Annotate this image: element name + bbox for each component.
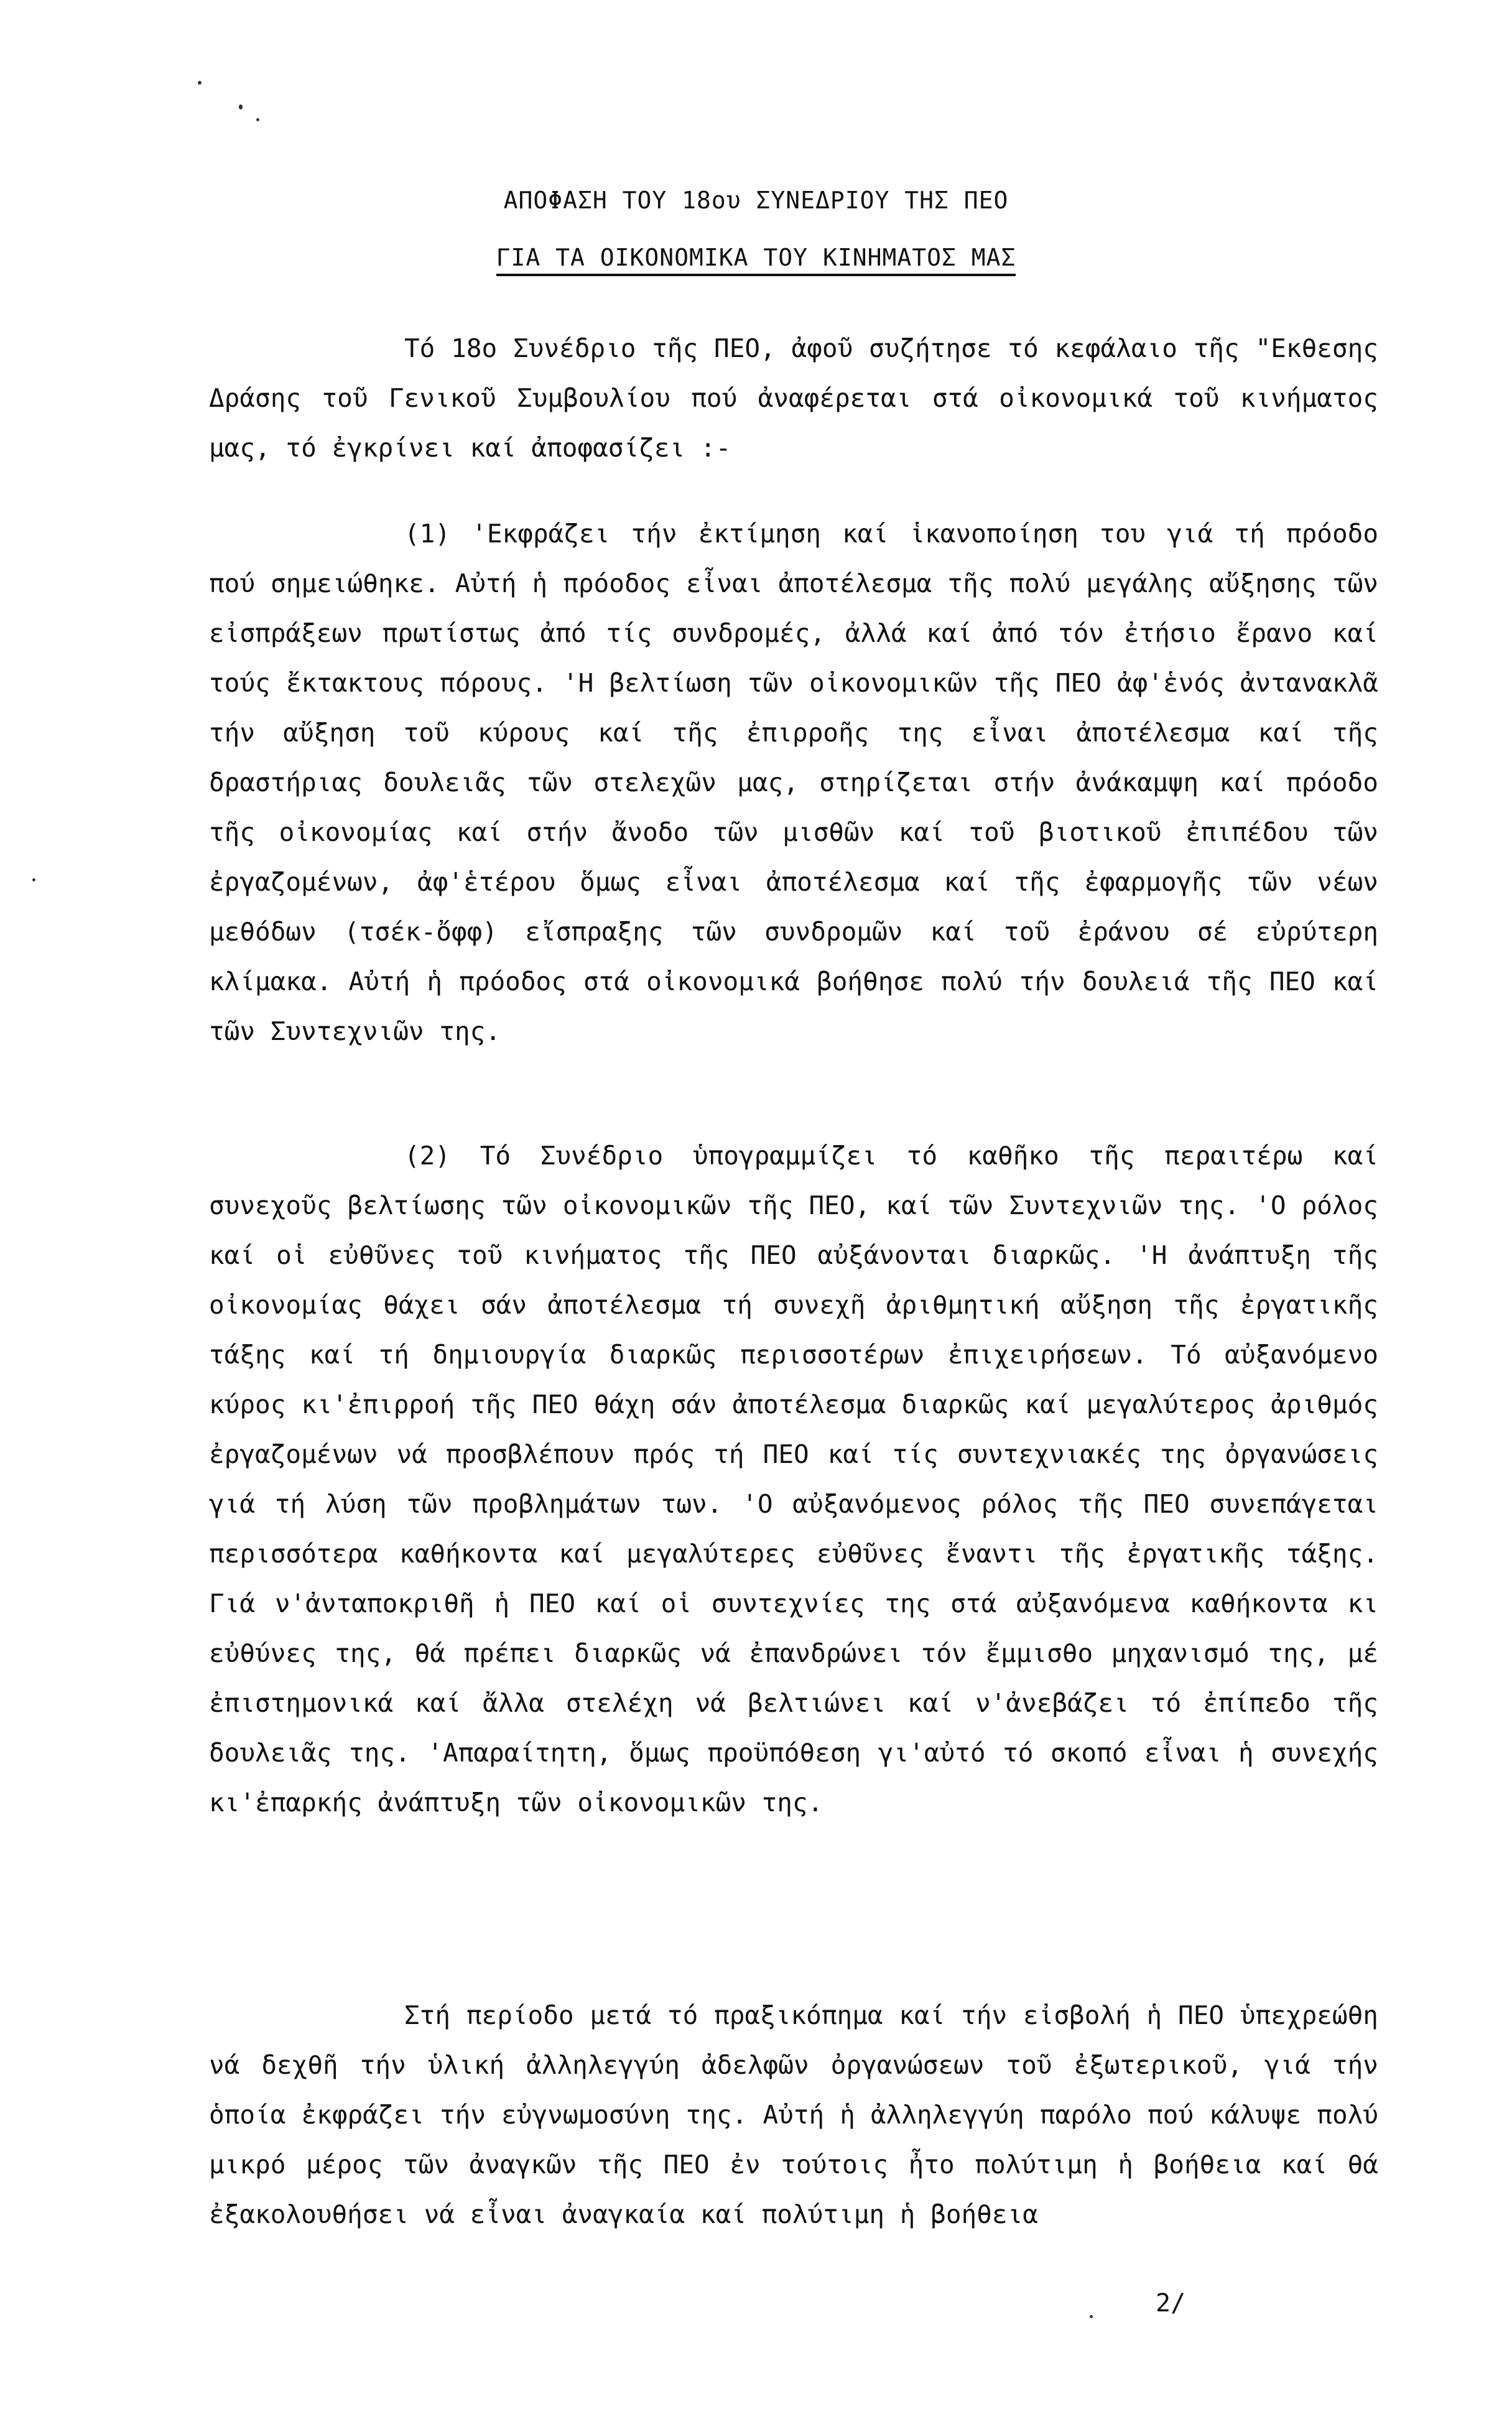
scan-speck <box>32 878 35 881</box>
scan-speck <box>1090 2315 1093 2318</box>
scan-speck <box>198 81 202 85</box>
paragraph-solidarity: Στή περίοδο μετά τό πραξικόπημα καί τήν εἰσβολή ἡ ΠΕΟ ὑπεχρεώθη νά δεχθῆ τήν ὑλική ἀλληλεγγύη ἀδελφῶν ὀργανώσεων τοῦ ἐξωτερικοῦ, γιά τήν ὁποία ἐκφράζει τήν εὐγνωμοσύνη της. Αὐτή ἡ ἀλληλεγγύη παρόλο πού κάλυψε πολύ μικρό μέρος τῶν ἀναγκῶν τῆς ΠΕΟ ἐν τούτοις ἦτο πολύτιμη ἡ βοήθεια καί θά ἐξακολουθήσει νά εἶναι ἀναγκαία καί πολύτιμη ἡ βοήθεια <box>209 2000 1378 2229</box>
document-subtitle <box>0 244 1512 271</box>
scan-speck <box>239 104 243 109</box>
page-number: 2/ <box>1156 2289 1186 2318</box>
document-title: ΑΠΟΦΑΣΗ ΤΟΥ 18ου ΣΥΝΕΔΡΙΟΥ ΤΗΣ ΠΕΟ <box>503 187 1009 214</box>
document-subtitle-text: ΓΙΑ ΤΑ ΟΙΚΟΝΟΜΙΚΑ ΤΟΥ ΚΙΝΗΜΑΤΟΣ ΜΑΣ <box>496 244 1016 276</box>
paragraph-point-2: (2) Τό Συνέδριο ὑπογραμμίζει τό καθῆκο τῆς περαιτέρω καί συνεχοῦς βελτίωσης τῶν οἰκονομικῶν τῆς ΠΕΟ, καί τῶν Συντεχνιῶν της. 'Ο ρόλος καί οἱ εὐθῦνες τοῦ κινήματος τῆς ΠΕΟ αὐξάνονται διαρκῶς. 'Η ἀνάπτυξη τῆς οἰκονομίας θάχει σάν ἀποτέλεσμα τή συνεχῆ ἀριθμητική αὔξηση τῆς ἐργατικῆς τάξης καί τή δημιουργία διαρκῶς περισσοτέρων ἐπιχειρήσεων. Τό αὐξανόμενο κύρος κι'ἐπιρροή τῆς ΠΕΟ θάχη σάν ἀποτέλεσμα διαρκῶς καί μεγαλύτερος ἀριθμός ἐργαζομένων νά προσβλέπουν πρός τή ΠΕΟ καί τίς συντεχνιακές της ὀργανώσεις γιά τή λύση τῶν προβλημάτων των. 'Ο αὐξανόμενος ρόλος τῆς ΠΕΟ συνεπάγεται περισσότερα καθήκοντα καί μεγαλύτερες εὐθῦνες ἔναντι τῆς ἐργατικῆς τάξης. Γιά ν'ἀνταποκριθῆ ἡ ΠΕΟ καί οἱ συντεχνίες της στά αὐξανόμενα καθήκοντα κι εὐθύνες της, θά πρέπει διαρκῶς νά ἐπανδρώνει τόν ἔμμισθο μηχανισμό της, μέ ἐπιστημονικά καί ἄλλα στελέχη νά βελτιώνει καί ν'ἀνεβάζει τό ἐπίπεδο τῆς δουλειᾶς της. 'Απαραίτητη, ὅμως προϋπόθεση γι'αὐτό τό σκοπό εἶναι ἡ συνεχής κι'ἐπαρκής ἀνάπτυξη τῶν οἰκονομικῶν της. <box>209 1141 1378 1817</box>
scan-speck <box>256 118 259 121</box>
paragraph-intro: Τό 18ο Συνέδριο τῆς ΠΕΟ, ἀφοῦ συζήτησε τό κεφάλαιο τῆς "Εκθεσης Δράσης τοῦ Γενικοῦ Συμβουλίου πού ἀναφέρεται στά οἰκονομικά τοῦ κινήματος μας, τό ἐγκρίνει καί ἀποφασίζει :- <box>209 333 1378 463</box>
paragraph-point-1: (1) 'Εκφράζει τήν ἐκτίμηση καί ἱκανοποίηση του γιά τή πρόοδο πού σημειώθηκε. Αὐτή ἡ πρόοδος εἶναι ἀποτέλεσμα τῆς πολύ μεγάλης αὔξησης τῶν εἰσπράξεων πρωτίστως ἀπό τίς συνδρομές, ἀλλά καί ἀπό τόν ἐτήσιο ἔρανο καί τούς ἔκτακτους πόρους. 'Η βελτίωση τῶν οἰκονομικῶν τῆς ΠΕΟ ἀφ'ἑνός ἀντανακλᾶ τήν αὔξηση τοῦ κύρους καί τῆς ἐπιρροῆς της εἶναι ἀποτέλεσμα καί τῆς δραστήριας δουλειᾶς τῶν στελεχῶν μας, στηρίζεται στήν ἀνάκαμψη καί πρόοδο τῆς οἰκονομίας καί στήν ἄνοδο τῶν μισθῶν καί τοῦ βιοτικοῦ ἐπιπέδου τῶν ἐργαζομένων, ἀφ'ἑτέρου ὅμως εἶναι ἀποτέλεσμα καί τῆς ἐφαρμογῆς τῶν νέων μεθόδων (τσέκ-ὄφφ) εἴσπραξης τῶν συνδρομῶν καί τοῦ ἐράνου σέ εὐρύτερη κλίμακα. Αὐτή ἡ πρόοδος στά οἰκονομικά βοήθησε πολύ τήν δουλειά τῆς ΠΕΟ καί τῶν Συντεχνιῶν της. <box>209 519 1378 1046</box>
